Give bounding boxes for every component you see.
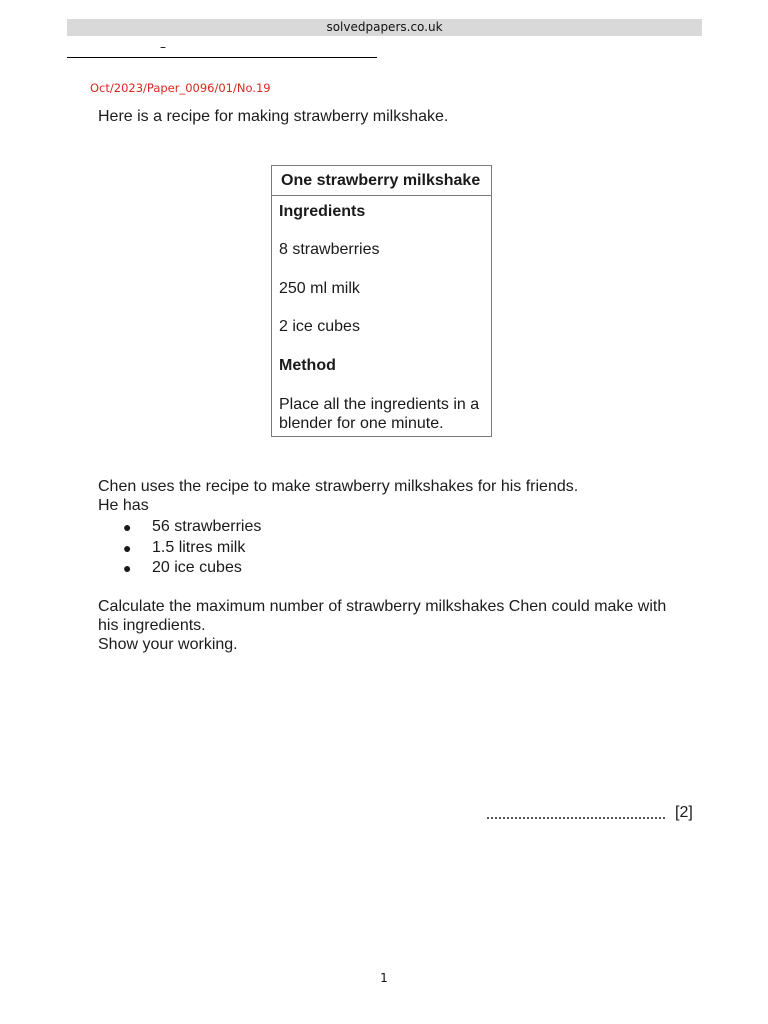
ingredient-item: 250 ml milk — [279, 280, 360, 297]
context-line: He has — [98, 497, 149, 514]
list-item — [123, 517, 261, 538]
task-line: Calculate the maximum number of strawberry milkshakes Chen could make with — [98, 598, 667, 615]
list-item-text: 20 ice cubes — [152, 559, 242, 576]
question-reference: Oct/2023/Paper_0096/01/No.19 — [90, 81, 271, 95]
context-line: Chen uses the recipe to make strawberry milkshakes for his friends. — [98, 478, 579, 495]
site-banner — [67, 19, 702, 36]
recipe-title: One strawberry milkshake — [272, 166, 491, 196]
bullet-icon: ● — [123, 519, 132, 535]
bullet-icon: ● — [123, 539, 132, 556]
recipe-box — [271, 165, 492, 437]
page-number: 1 — [380, 971, 388, 985]
ingredient-item: 2 ice cubes — [279, 318, 360, 335]
list-item-text: 56 strawberries — [152, 518, 262, 535]
task-line: Show your working. — [98, 636, 238, 653]
method-line: Place all the ingredients in a — [279, 396, 480, 413]
task-line: his ingredients. — [98, 617, 206, 634]
method-line: blender for one minute. — [279, 415, 444, 432]
ingredient-list — [123, 517, 261, 579]
intro-text: Here is a recipe for making strawberry milkshake. — [98, 108, 449, 125]
ingredients-heading: Ingredients — [279, 203, 366, 220]
answer-line[interactable] — [487, 817, 665, 819]
bullet-icon: ● — [123, 560, 132, 576]
header-rule — [67, 57, 377, 58]
method-heading: Method — [279, 357, 336, 374]
header-dash: – — [160, 40, 166, 54]
list-item-text: 1.5 litres milk — [152, 538, 246, 556]
list-item — [123, 538, 261, 559]
marks-label: [2] — [675, 804, 693, 821]
site-name: solvedpapers.co.uk — [326, 20, 443, 34]
list-item — [123, 558, 261, 579]
ingredient-item: 8 strawberries — [279, 241, 380, 258]
